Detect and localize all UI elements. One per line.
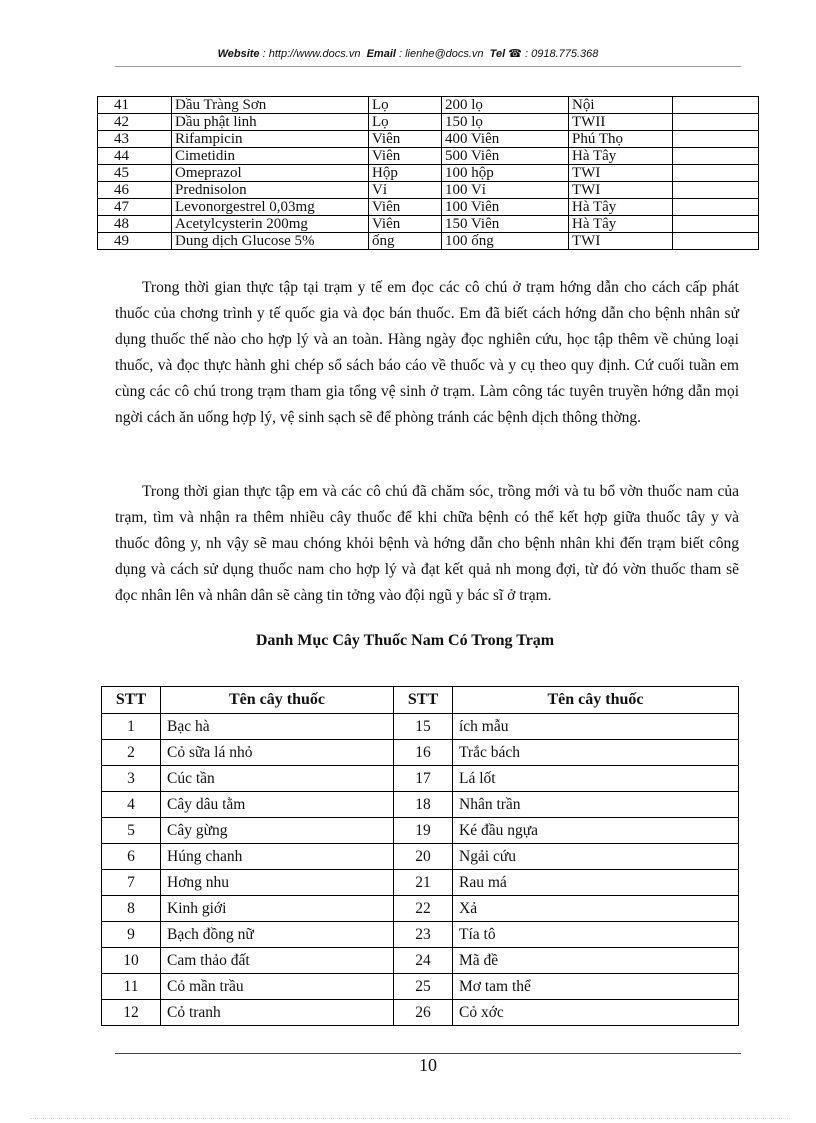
table-row: [98, 182, 759, 199]
empty-cell: [673, 97, 759, 114]
drug-name: Cimetidin: [172, 148, 369, 165]
unit: Viên: [369, 216, 442, 233]
stt-left: 11: [102, 974, 161, 1000]
quantity: 150 lọ: [442, 114, 569, 131]
stt-right: 24: [394, 948, 453, 974]
unit: Viên: [369, 131, 442, 148]
unit: ống: [369, 233, 442, 250]
row-number: 47: [98, 199, 172, 216]
stt-left: 5: [102, 818, 161, 844]
row-number: 48: [98, 216, 172, 233]
herbs-table-header: [102, 687, 739, 714]
tel-label: Tel: [489, 48, 506, 60]
drug-name: Omeprazol: [172, 165, 369, 182]
source: Hà Tây: [569, 148, 673, 165]
quantity: 500 Viên: [442, 148, 569, 165]
herb-name-right: Ngải cứu: [453, 844, 739, 870]
herbs-table: [101, 686, 739, 1026]
stt-right: 15: [394, 714, 453, 740]
tel-value: ☎ : 0918.775.368: [508, 48, 599, 60]
table-row: [102, 818, 739, 844]
email-label: Email: [366, 48, 396, 60]
website-value: : http://www.docs.vn: [262, 48, 361, 60]
source: TWI: [569, 182, 673, 199]
quantity: 200 lọ: [442, 97, 569, 114]
quantity: 150 Viên: [442, 216, 569, 233]
unit: Viên: [369, 148, 442, 165]
table-row: [98, 165, 759, 182]
empty-cell: [673, 199, 759, 216]
quantity: 100 Viên: [442, 199, 569, 216]
stt-left: 8: [102, 896, 161, 922]
unit: Lọ: [369, 97, 442, 114]
table-row: [98, 148, 759, 165]
herb-name-left: Kinh giới: [161, 896, 394, 922]
herb-name-left: Cây dâu tằm: [161, 792, 394, 818]
empty-cell: [673, 148, 759, 165]
table-row: [102, 896, 739, 922]
drug-name: Dung dịch Glucose 5%: [172, 233, 369, 250]
unit: Viên: [369, 199, 442, 216]
herb-name-right: Xả: [453, 896, 739, 922]
stt-right: 20: [394, 844, 453, 870]
herb-name-right: Trắc bách: [453, 740, 739, 766]
unit: Vỉ: [369, 182, 442, 199]
unit: Lọ: [369, 114, 442, 131]
row-number: 49: [98, 233, 172, 250]
quantity: 100 ống: [442, 233, 569, 250]
source: Hà Tây: [569, 199, 673, 216]
row-number: 45: [98, 165, 172, 182]
unit: Hộp: [369, 165, 442, 182]
quantity: 400 Viên: [442, 131, 569, 148]
page-header: [0, 47, 816, 60]
source: TWI: [569, 165, 673, 182]
table-row: [98, 131, 759, 148]
herb-name-right: Rau má: [453, 870, 739, 896]
herb-name-left: Cỏ tranh: [161, 1000, 394, 1026]
herb-name-left: Hơng nhu: [161, 870, 394, 896]
row-number: 44: [98, 148, 172, 165]
stt-left: 2: [102, 740, 161, 766]
herb-name-left: Cỏ sữa lá nhỏ: [161, 740, 394, 766]
paragraph-herb-garden: Trong thời gian thực tập em và các cô chú đã chăm sóc, trồng mới và tu bổ vờn thuốc nam của trạm, tìm và nhận ra thêm nhiều cây thuốc để khi chữa bệnh có thể kết hợp giữa thuốc tây y và thuốc đông y, nh vậy sẽ mau chóng khỏi bệnh và hớng dẫn cho bệnh nhân khi đến trạm biết công dụng và cách sử dụng thuốc nam cho hợp lý và đạt kết quả nh mong đợi, từ đó vờn thuốc tham sẽ đọc nhân lên và nhân dân sẽ càng tin tởng vào đội ngũ y bác sĩ ở trạm.: [115, 483, 739, 604]
herb-name-left: Cỏ mần trầu: [161, 974, 394, 1000]
table-row: [98, 216, 759, 233]
paragraph-internship-duties: Trong thời gian thực tập tại trạm y tế em đọc các cô chú ở trạm hớng dẫn cho cách cấp phát thuốc của chơng trình y tế quốc gia và đọc bán thuốc. Em đã biết cách hớng dẫn cho bệnh nhân sử dụng thuốc thế nào cho hợp lý và an toàn. Hàng ngày đọc nghiên cứu, học tập thêm về chủng loại thuốc, và đọc thực hành ghi chép sổ sách báo cáo về thuốc và y cụ theo quy định. Cứ cuối tuần em cùng các cô chú trong trạm tham gia tổng vệ sinh ở trạm. Làm công tác tuyên truyền hớng dẫn mọi ngời cách ăn uống hợp lý, vệ sinh sạch sẽ để phòng tránh các bệnh dịch thông thờng.: [115, 279, 739, 426]
empty-cell: [673, 233, 759, 250]
row-number: 46: [98, 182, 172, 199]
table-row: [102, 792, 739, 818]
stt-right: 23: [394, 922, 453, 948]
table-row: [102, 870, 739, 896]
website-label: Website: [217, 48, 260, 60]
stt-left: 3: [102, 766, 161, 792]
herb-name-left: Bạc hà: [161, 714, 394, 740]
stt-left: 7: [102, 870, 161, 896]
source: TWII: [569, 114, 673, 131]
stt-left: 6: [102, 844, 161, 870]
stt-right: 25: [394, 974, 453, 1000]
empty-cell: [673, 216, 759, 233]
stt-left: 10: [102, 948, 161, 974]
empty-cell: [673, 182, 759, 199]
stt-right: 18: [394, 792, 453, 818]
header-stt-1: STT: [102, 687, 161, 714]
drug-name: Levonorgestrel 0,03mg: [172, 199, 369, 216]
quantity: 100 Vỉ: [442, 182, 569, 199]
header-divider: [115, 66, 741, 67]
herb-name-right: Mơ tam thể: [453, 974, 739, 1000]
row-number: 42: [98, 114, 172, 131]
herb-name-left: Cúc tần: [161, 766, 394, 792]
table-row: [98, 114, 759, 131]
table-row: [98, 199, 759, 216]
stt-left: 9: [102, 922, 161, 948]
herb-name-left: Cây gừng: [161, 818, 394, 844]
table-row: [98, 97, 759, 114]
row-number: 41: [98, 97, 172, 114]
stt-left: 4: [102, 792, 161, 818]
empty-cell: [673, 114, 759, 131]
herb-name-right: Ké đầu ngựa: [453, 818, 739, 844]
medicine-table: [97, 96, 759, 250]
page-edge-dots: [30, 1118, 790, 1119]
drug-name: Dầu Tràng Sơn: [172, 97, 369, 114]
stt-right: 17: [394, 766, 453, 792]
header-herb-name-2: Tên cây thuốc: [453, 687, 739, 714]
herb-name-left: Bạch đồng nữ: [161, 922, 394, 948]
herb-name-right: Cỏ xớc: [453, 1000, 739, 1026]
stt-right: 22: [394, 896, 453, 922]
table-row: [102, 922, 739, 948]
header-stt-2: STT: [394, 687, 453, 714]
stt-right: 21: [394, 870, 453, 896]
source: Phú Thọ: [569, 131, 673, 148]
table-row: [102, 766, 739, 792]
stt-right: 16: [394, 740, 453, 766]
drug-name: Rifampicin: [172, 131, 369, 148]
herb-name-right: ích mẫu: [453, 714, 739, 740]
stt-right: 26: [394, 1000, 453, 1026]
table-row: [102, 714, 739, 740]
herb-name-right: Mã đề: [453, 948, 739, 974]
source: Nội: [569, 97, 673, 114]
table-row: [102, 974, 739, 1000]
drug-name: Acetylcysterin 200mg: [172, 216, 369, 233]
drug-name: Prednisolon: [172, 182, 369, 199]
table-row: [102, 740, 739, 766]
page-number: 10: [419, 1055, 437, 1075]
stt-right: 19: [394, 818, 453, 844]
herbs-list-title: Danh Mục Cây Thuốc Nam Có Trong Trạm: [255, 632, 555, 649]
herb-name-left: Húng chanh: [161, 844, 394, 870]
footer-divider: [115, 1053, 741, 1054]
herb-name-right: Tía tô: [453, 922, 739, 948]
drug-name: Dầu phật linh: [172, 114, 369, 131]
herb-name-right: Lá lốt: [453, 766, 739, 792]
herb-name-left: Cam thảo đất: [161, 948, 394, 974]
table-row: [102, 844, 739, 870]
empty-cell: [673, 131, 759, 148]
empty-cell: [673, 165, 759, 182]
row-number: 43: [98, 131, 172, 148]
table-row: [102, 1000, 739, 1026]
quantity: 100 hộp: [442, 165, 569, 182]
table-row: [98, 233, 759, 250]
table-row: [102, 948, 739, 974]
header-herb-name-1: Tên cây thuốc: [161, 687, 394, 714]
source: Hà Tây: [569, 216, 673, 233]
stt-left: 1: [102, 714, 161, 740]
herb-name-right: Nhân trần: [453, 792, 739, 818]
stt-left: 12: [102, 1000, 161, 1026]
source: TWI: [569, 233, 673, 250]
email-value: : lienhe@docs.vn: [399, 48, 484, 60]
